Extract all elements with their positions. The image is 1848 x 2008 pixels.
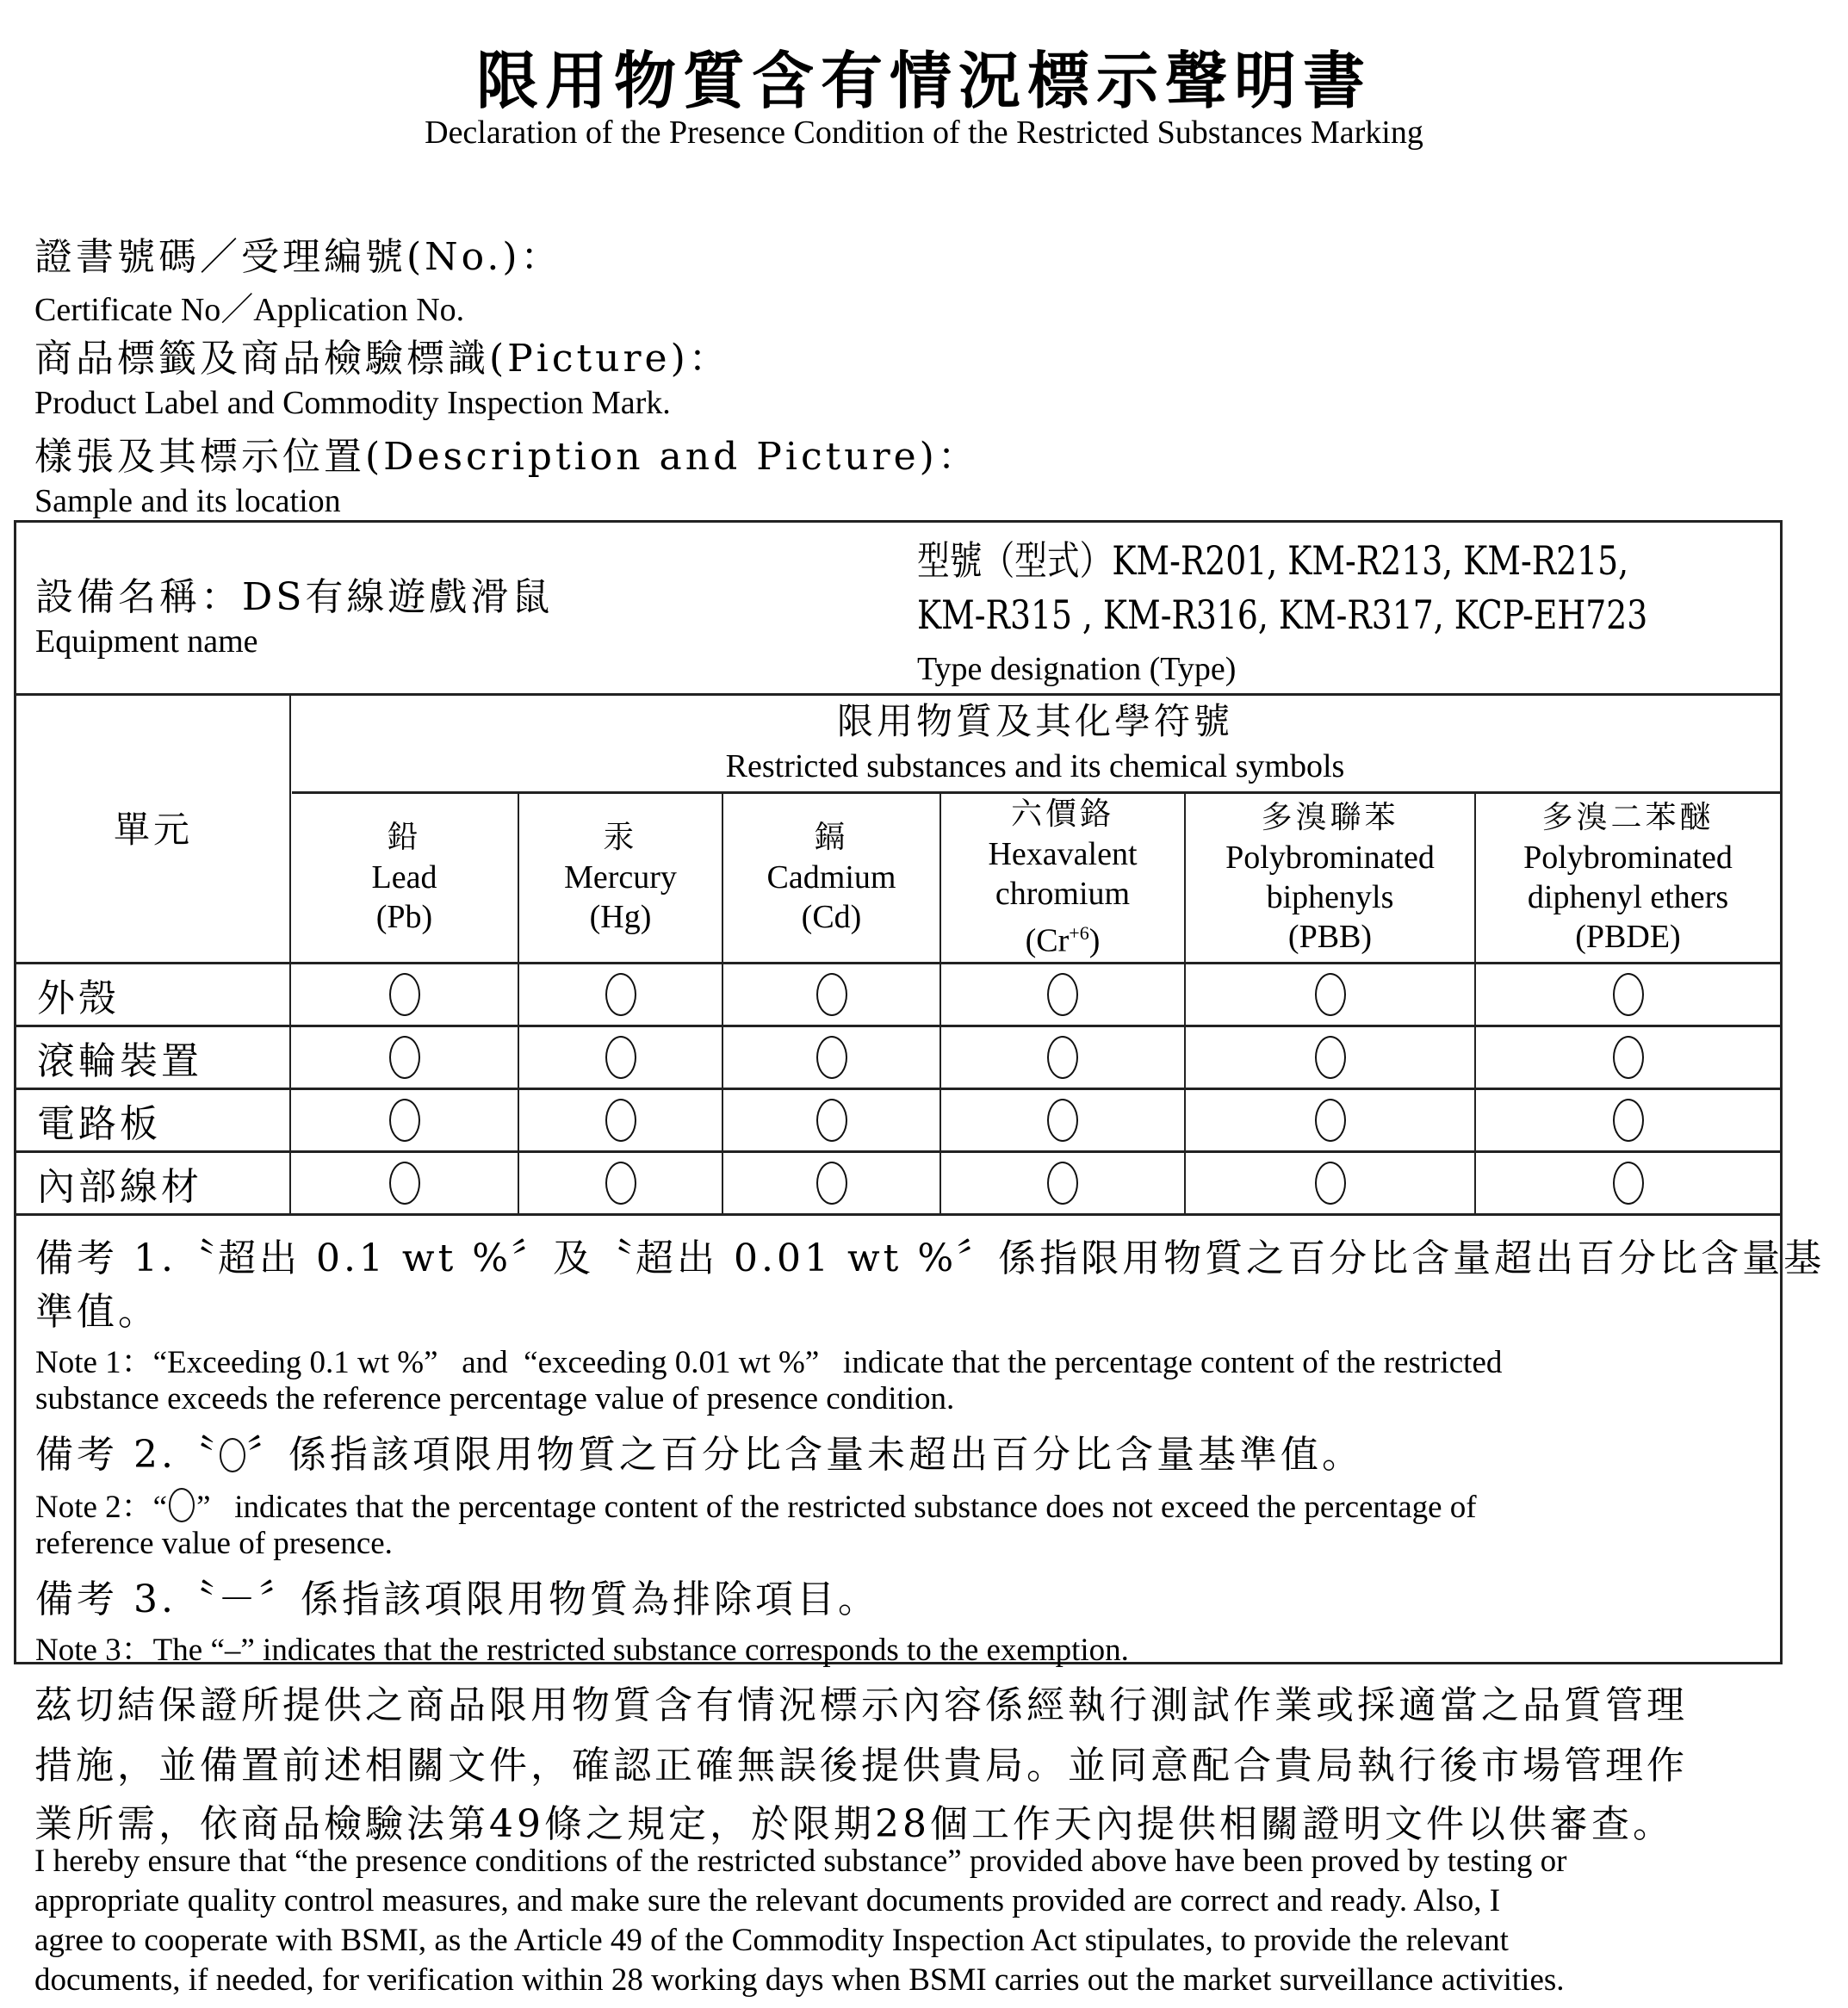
column-header-mercury [519, 793, 722, 962]
circle-mark-icon [1047, 973, 1078, 1016]
table-cell [723, 1090, 940, 1150]
column-symbol: (Cd) [801, 899, 862, 935]
circle-mark-icon [1315, 1099, 1346, 1142]
note1-en-line2: substance exceeds the reference percentage value of presence condition. [35, 1381, 955, 1416]
column-en: biphenyls [1266, 879, 1394, 915]
equipment-name-en: Equipment name [35, 623, 258, 660]
column-zh: 多溴聯苯 [1261, 800, 1399, 835]
column-symbol: (Hg) [589, 899, 652, 935]
product-label-zh: 商品標籤及商品檢驗標識(Picture)： [34, 337, 730, 381]
circle-mark-icon [1315, 1162, 1346, 1205]
table-cell [519, 964, 722, 1025]
table-cell [519, 1153, 722, 1213]
document-subtitle: Declaration of the Presence Condition of the Restricted Substances Marking [425, 115, 1423, 151]
table-cell [1476, 964, 1780, 1025]
table-cell [1476, 1090, 1780, 1150]
table-cell [291, 1090, 518, 1150]
note1-zh-line2: 準值。 [35, 1290, 159, 1334]
type-designation-line1: 型號（型式）KM-R201, KM-R213, KM-R215, [917, 537, 1629, 584]
table-cell [723, 1153, 940, 1213]
circle-mark-icon [816, 1099, 847, 1142]
column-header-pbde [1476, 793, 1780, 962]
circle-mark-icon [1047, 1162, 1078, 1205]
group-header-en: Restricted substances and its chemical symbols [725, 748, 1345, 784]
certificate-label-zh: 證書號碼／受理編號(No.)： [34, 235, 562, 279]
table-cell [1186, 1027, 1474, 1088]
declaration-zh-line2: 措施，並備置前述相關文件，確認正確無誤後提供貴局。並同意配合貴局執行後市場管理作 [34, 1744, 1688, 1788]
circle-mark-icon [389, 1036, 420, 1079]
column-zh: 多溴二苯醚 [1541, 800, 1715, 835]
circle-mark-icon [1613, 1162, 1644, 1205]
circle-mark-icon [169, 1488, 195, 1522]
circle-mark-icon [389, 973, 420, 1016]
document-title: 限用物質含有情況標示聲明書 [475, 45, 1372, 117]
column-header-pbb [1186, 793, 1474, 962]
circle-mark-icon [816, 973, 847, 1016]
column-header-lead [291, 793, 518, 962]
table-cell [1476, 1153, 1780, 1213]
declaration-en-line1: I hereby ensure that “the presence conditions of the restricted substance” provided above have been proved by testing or [34, 1844, 1567, 1879]
column-zh: 六價鉻 [1010, 796, 1114, 832]
circle-mark-icon [220, 1438, 245, 1472]
row-unit-label: 外殼 [37, 976, 120, 1020]
column-en: Polybrominated [1523, 840, 1733, 876]
circle-mark-icon [816, 1162, 847, 1205]
sample-label-en: Sample and its location [34, 483, 341, 519]
table-cell [941, 1153, 1184, 1213]
note3-zh: 備考 3.〝－〞係指該項限用物質為排除項目。 [35, 1577, 879, 1621]
column-header-cadmium [723, 793, 940, 962]
table-cell [291, 1027, 518, 1088]
equipment-name-zh: 設備名稱：DS有線遊戲滑鼠 [35, 575, 554, 619]
declaration-en-line4: documents, if needed, for verification within 28 working days when BSMI carries out the market surveillance activities. [34, 1962, 1565, 1998]
declaration-zh-line3: 業所需，依商品檢驗法第49條之規定，於限期28個工作天內提供相關證明文件以供審查。 [34, 1802, 1674, 1846]
divider [16, 1213, 1780, 1216]
column-zh: 汞 [603, 820, 638, 855]
circle-mark-icon [1613, 973, 1644, 1016]
row-unit-label: 內部線材 [37, 1165, 202, 1209]
circle-mark-icon [1047, 1036, 1078, 1079]
column-zh: 鉛 [387, 820, 422, 855]
table-cell [519, 1027, 722, 1088]
circle-mark-icon [605, 1036, 636, 1079]
column-symbol: (PBB) [1287, 919, 1373, 955]
column-en: Cadmium [766, 859, 896, 896]
table-cell [723, 1027, 940, 1088]
table-cell [723, 964, 940, 1025]
column-en: Polybrominated [1225, 840, 1435, 876]
table-cell [941, 1027, 1184, 1088]
declaration-table [14, 520, 1826, 1668]
table-cell [1186, 1090, 1474, 1150]
note2-en-line1: Note 2：“ ” indicates that the percentage content of the restricted substance does not exceed the percentage of [35, 1490, 1477, 1525]
table-cell [941, 964, 1184, 1025]
note2-en-line2: reference value of presence. [35, 1526, 393, 1561]
table-cell [1476, 1027, 1780, 1088]
product-label-en: Product Label and Commodity Inspection Mark. [34, 385, 671, 421]
column-zh: 鎘 [814, 820, 849, 855]
column-en: Mercury [564, 859, 677, 896]
declaration-en-line3: agree to cooperate with BSMI, as the Article 49 of the Commodity Inspection Act stipulates, to provide the relevant [34, 1923, 1509, 1958]
row-unit-label: 滾輪裝置 [37, 1039, 202, 1083]
circle-mark-icon [1315, 1036, 1346, 1079]
circle-mark-icon [389, 1099, 420, 1142]
table-cell [1186, 1153, 1474, 1213]
column-symbol: (Pb) [375, 899, 433, 935]
column-en: chromium [995, 875, 1131, 912]
table-cell [1186, 964, 1474, 1025]
note2-zh: 備考 2.〝 〞係指該項限用物質之百分比含量未超出百分比含量基準值。 [35, 1433, 1363, 1477]
table-cell [519, 1090, 722, 1150]
column-en: diphenyl ethers [1527, 879, 1729, 915]
group-header-zh: 限用物質及其化學符號 [836, 700, 1233, 742]
circle-mark-icon [605, 1099, 636, 1142]
row-unit-label: 電路板 [37, 1102, 161, 1146]
circle-mark-icon [605, 973, 636, 1016]
circle-mark-icon [1613, 1036, 1644, 1079]
note1-en-line1: Note 1：“Exceeding 0.1 wt %” and “exceeding 0.01 wt %” indicate that the percentage content of the restricted [35, 1345, 1503, 1380]
declaration-zh-line1: 茲切結保證所提供之商品限用物質含有情況標示內容係經執行測試作業或採適當之品質管理 [34, 1683, 1688, 1727]
column-symbol: (PBDE) [1575, 919, 1681, 955]
circle-mark-icon [389, 1162, 420, 1205]
type-designation-en: Type designation (Type) [917, 651, 1237, 687]
note3-en: Note 3：The “–” indicates that the restricted substance corresponds to the exemption. [35, 1633, 1129, 1668]
table-cell [941, 1090, 1184, 1150]
declaration-en-line2: appropriate quality control measures, and make sure the relevant documents provided are correct and ready. Also, I [34, 1883, 1501, 1918]
certificate-label-en: Certificate No／Application No. [34, 292, 465, 328]
column-header-hexavalent-chromium [941, 793, 1184, 962]
table-cell [291, 1153, 518, 1213]
column-symbol: $(Cr^{+6})$ [1025, 921, 1101, 959]
table-cell [291, 964, 518, 1025]
circle-mark-icon [816, 1036, 847, 1079]
note1-zh-line1: 備考 1.〝超出 0.1 wt %〞及〝超出 0.01 wt %〞係指限用物質之百分比含量超出百分比含量基 [35, 1236, 1826, 1280]
circle-mark-icon [1047, 1099, 1078, 1142]
circle-mark-icon [605, 1162, 636, 1205]
substances-group-header [290, 693, 1780, 791]
unit-header: 單元 [113, 809, 193, 851]
sample-label-zh: 樣張及其標示位置(Description and Picture)： [34, 435, 979, 479]
column-en: Lead [371, 859, 437, 896]
circle-mark-icon [1315, 973, 1346, 1016]
circle-mark-icon [1613, 1099, 1644, 1142]
column-en: Hexavalent [988, 835, 1138, 872]
type-designation-line2: KM-R315 , KM-R316, KM-R317, KCP-EH723 [917, 592, 1648, 638]
